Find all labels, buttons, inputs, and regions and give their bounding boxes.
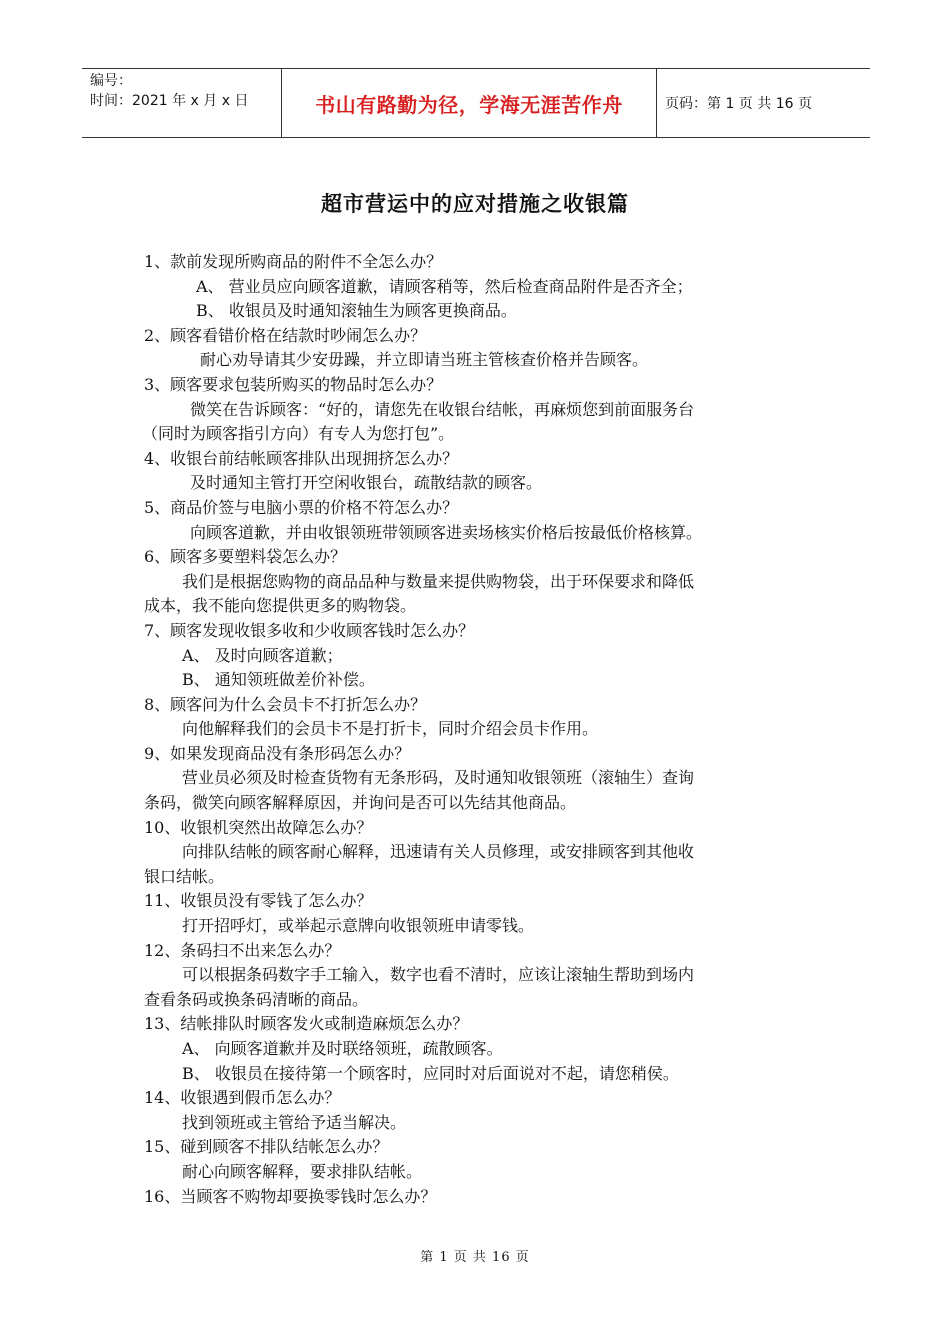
question-line: 6、顾客多要塑料袋怎么办？ (144, 547, 347, 567)
question-line: 8、顾客问为什么会员卡不打折怎么办？ (144, 694, 427, 714)
question-line: 3、顾客要求包装所购买的物品时怎么办？ (144, 374, 443, 394)
question-line: 15、碰到顾客不排队结帐怎么办？ (144, 1137, 389, 1157)
page-footer: 第 1 页 共 16 页 (420, 1250, 530, 1265)
header-table (82, 68, 870, 138)
number-label: 编号： (90, 73, 132, 89)
question-line: 9、如果发现商品没有条形码怎么办？ (144, 743, 411, 763)
date-label: 时间：2021 年 x 月 x 日 (90, 93, 249, 109)
question-line: 14、收银遇到假币怎么办？ (144, 1088, 341, 1108)
question-line: 7、顾客发现收银多收和少收顾客钱时怎么办？ (144, 620, 475, 640)
answer-line: 条码，微笑向顾客解释原因，并询问是否可以先结其他商品。 (144, 793, 577, 813)
answer-line: B、 收银员在接待第一个顾客时，应同时对后面说对不起，请您稍侯。 (182, 1063, 679, 1083)
answer-line: 查看条码或换条码清晰的商品。 (144, 989, 369, 1009)
header-meta (82, 69, 282, 137)
question-line: 4、收银台前结帐顾客排队出现拥挤怎么办？ (144, 448, 459, 468)
answer-line: 耐心劝导请其少安毋躁，并立即请当班主管核查价格并告顾客。 (200, 350, 649, 370)
answer-line: A、 及时向顾客道歉； (182, 645, 343, 665)
answer-line: 打开招呼灯，或举起示意牌向收银领班申请零钱。 (182, 916, 535, 936)
question-line: 16、当顾客不购物却要换零钱时怎么办？ (144, 1186, 437, 1206)
motto: 书山有路勤为径，学海无涯苦作舟 (282, 69, 657, 137)
answer-line: 可以根据条码数字手工输入，数字也看不清时，应该让滚轴生帮助到场内 (182, 965, 695, 985)
page-info: 页码：第 1 页 共 16 页 (665, 96, 812, 112)
document-body (144, 250, 808, 1209)
question-line: 10、收银机突然出故障怎么办？ (144, 817, 373, 837)
answer-line: A、 向顾客道歉并及时联络领班，疏散顾客。 (182, 1039, 503, 1058)
question-line: 12、条码扫不出来怎么办？ (144, 940, 341, 960)
answer-line: 耐心向顾客解释，要求排队结帐。 (182, 1161, 423, 1181)
question-line: 1、款前发现所购商品的附件不全怎么办？ (144, 252, 443, 271)
answer-line: 向排队结帐的顾客耐心解释，迅速请有关人员修理，或安排顾客到其他收 (182, 842, 695, 862)
answer-line: （同时为顾客指引方向）有专人为您打包”。 (142, 424, 455, 444)
answer-line: 成本，我不能向您提供更多的购物袋。 (144, 596, 417, 616)
answer-line: 银口结帐。 (144, 866, 225, 886)
answer-line: B、 收银员及时通知滚轴生为顾客更换商品。 (196, 301, 517, 321)
question-line: 5、商品价签与电脑小票的价格不符怎么办？ (144, 497, 459, 517)
question-line: 11、收银员没有零钱了怎么办？ (144, 891, 373, 911)
answer-line: 微笑在告诉顾客：“好的，请您先在收银台结帐，再麻烦您到前面服务台 (190, 399, 695, 419)
question-line: 2、顾客看错价格在结款时吵闹怎么办？ (144, 325, 427, 345)
answer-line: 向顾客道歉，并由收银领班带领顾客进卖场核实价格后按最低价格核算。 (190, 522, 703, 542)
document-title: 超市营运中的应对措施之收银篇 (321, 192, 629, 216)
answer-line: A、 营业员应向顾客道歉，请顾客稍等，然后检查商品附件是否齐全； (196, 276, 693, 296)
question-line: 13、结帐排队时顾客发火或制造麻烦怎么办？ (144, 1014, 469, 1034)
answer-line: 及时通知主管打开空闲收银台，疏散结款的顾客。 (190, 473, 543, 493)
answer-line: 找到领班或主管给予适当解决。 (182, 1112, 407, 1132)
answer-line: B、 通知领班做差价补偿。 (182, 670, 375, 690)
answer-line: 我们是根据您购物的商品品种与数量来提供购物袋，出于环保要求和降低 (182, 571, 695, 591)
answer-line: 营业员必须及时检查货物有无条形码，及时通知收银领班（滚轴生）查询 (182, 768, 695, 788)
answer-line: 向他解释我们的会员卡不是打折卡，同时介绍会员卡作用。 (182, 719, 599, 739)
